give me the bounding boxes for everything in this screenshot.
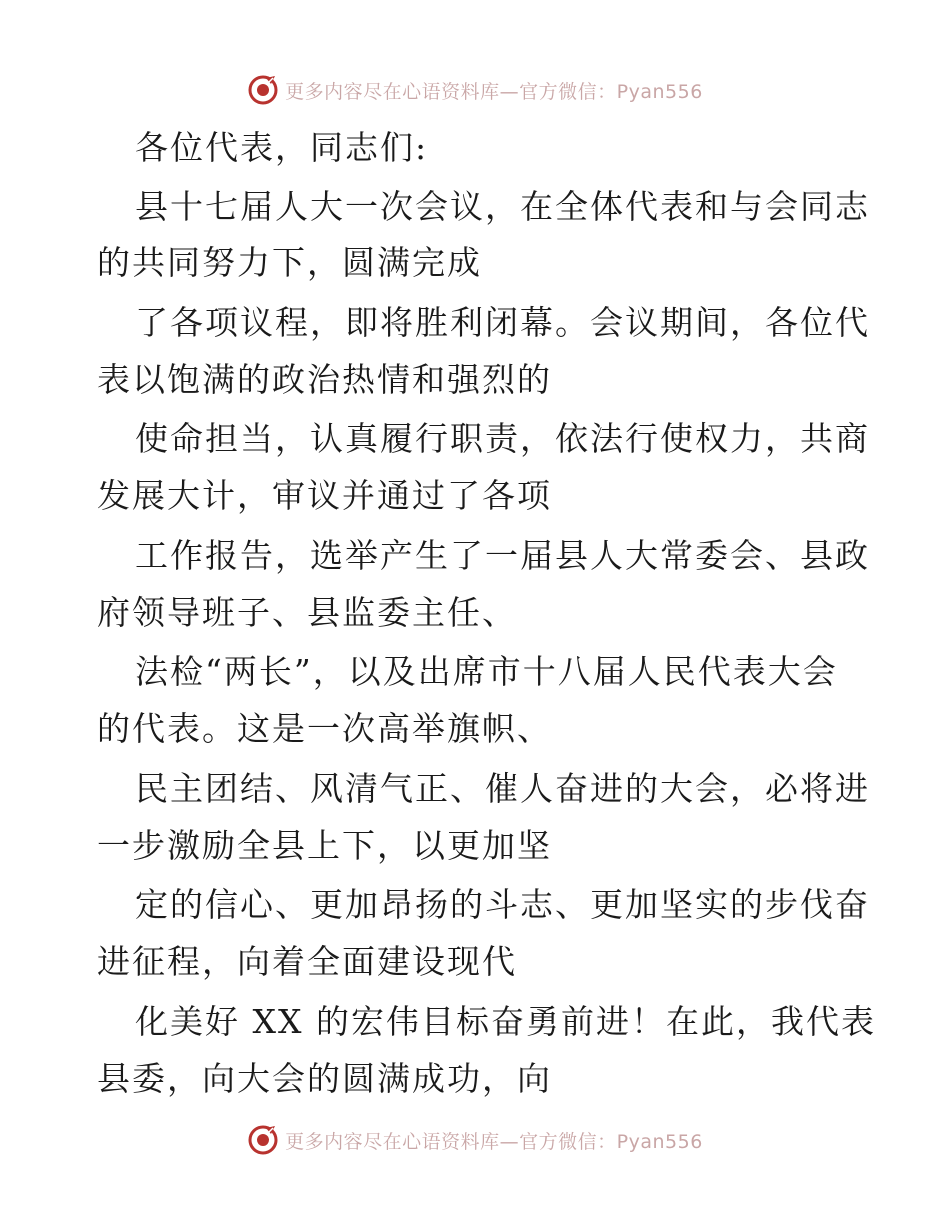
text-line: 县十七届人大一次会议，在全体代表和与会同志 bbox=[135, 187, 870, 226]
banner-text bbox=[285, 77, 703, 104]
text-line: 进征程，向着全面建设现代 bbox=[97, 942, 517, 981]
text-line: 一步激励全县上下，以更加坚 bbox=[97, 826, 552, 865]
pen-logo-icon bbox=[247, 1124, 279, 1156]
banner-slogan: 更多内容尽在心语资料库 bbox=[285, 1130, 500, 1153]
text-line: 发展大计，审议并通过了各项 bbox=[97, 476, 552, 515]
text-line: 府领导班子、县监委主任、 bbox=[97, 593, 517, 632]
pen-logo-icon bbox=[247, 74, 279, 106]
text-line: 定的信心、更加昂扬的斗志、更加坚实的步伐奋 bbox=[135, 885, 870, 924]
text-line: 县委，向大会的圆满成功，向 bbox=[97, 1059, 552, 1098]
text-line: 化美好 XX 的宏伟目标奋勇前进！在此，我代表 bbox=[135, 1002, 876, 1041]
text-line: 表以饱满的政治热情和强烈的 bbox=[97, 360, 552, 399]
text-line: 的共同努力下，圆满完成 bbox=[97, 243, 482, 282]
text-line: 的代表。这是一次高举旗帜、 bbox=[97, 709, 552, 748]
banner-dash: — bbox=[499, 80, 520, 103]
banner-wechat: 官方微信：Pyan556 bbox=[519, 1130, 703, 1153]
text-line: 使命担当，认真履行职责，依法行使权力，共商 bbox=[135, 419, 870, 458]
footer-banner bbox=[0, 1120, 950, 1160]
text-line: 各位代表，同志们: bbox=[135, 128, 429, 167]
header-banner bbox=[0, 70, 950, 110]
text-line: 民主团结、风清气正、催人奋进的大会，必将进 bbox=[135, 769, 870, 808]
text-line: 工作报告，选举产生了一届县人大常委会、县政 bbox=[135, 536, 870, 575]
banner-slogan: 更多内容尽在心语资料库 bbox=[285, 80, 500, 103]
banner-dash: — bbox=[499, 1130, 520, 1153]
banner-wechat: 官方微信：Pyan556 bbox=[519, 80, 703, 103]
text-line: 法检“两长”，以及出席市十八届人民代表大会 bbox=[135, 652, 838, 691]
banner-text bbox=[285, 1127, 703, 1154]
text-line: 了各项议程，即将胜利闭幕。会议期间，各位代 bbox=[135, 303, 870, 342]
